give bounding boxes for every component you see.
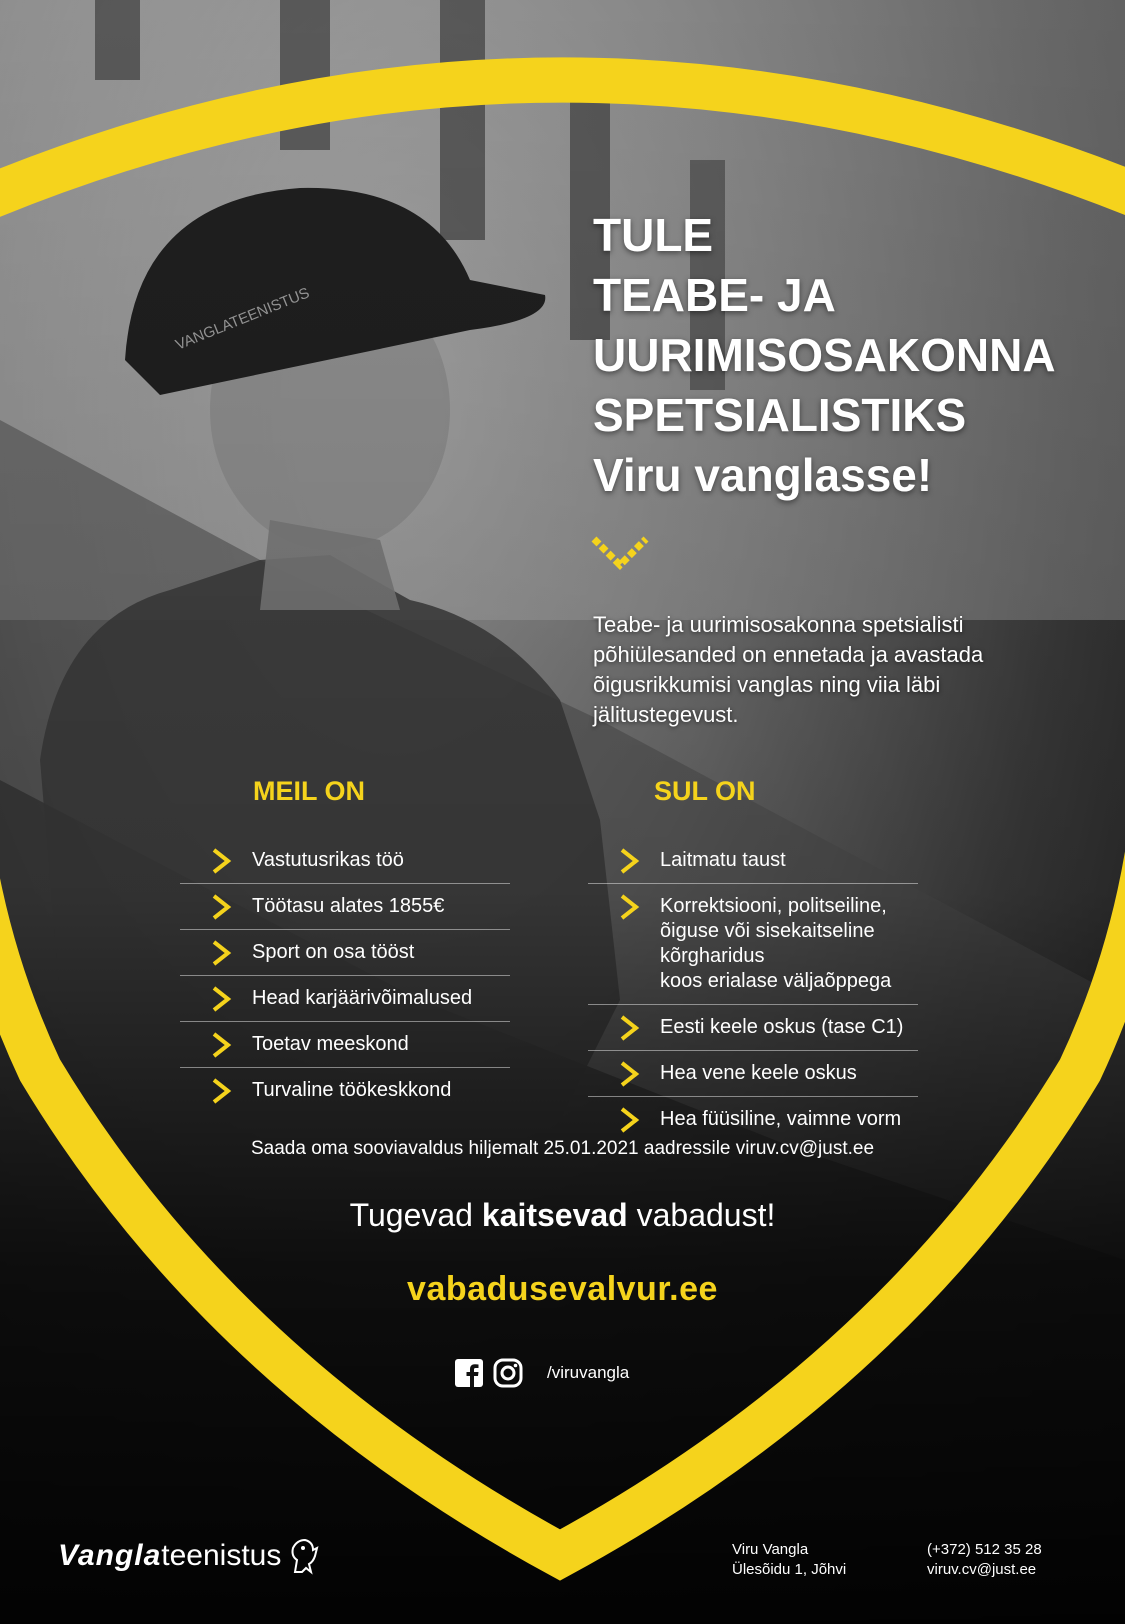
list-item: [588, 884, 918, 1005]
list-item-label: Hea vene keele oskus: [660, 1062, 857, 1084]
headline-line-1: TULE: [593, 209, 714, 261]
chevron-right-icon: [618, 1061, 640, 1087]
email[interactable]: viruv.cv@just.ee: [927, 1561, 1037, 1578]
meil-on-title: MEIL ON: [253, 776, 366, 806]
phone[interactable]: (+372) 512 35 28: [927, 1541, 1042, 1558]
list-item-label: koos erialase väljaõppega: [660, 970, 892, 992]
sul-on-title: SUL ON: [654, 776, 756, 806]
headline-line-4: SPETSIALISTIKS: [593, 389, 967, 441]
facebook-icon[interactable]: [455, 1359, 483, 1387]
logo-bold-text: Vangla: [58, 1539, 162, 1572]
footer-address: [732, 1540, 846, 1580]
org-name: Viru Vangla: [732, 1541, 809, 1558]
chevron-right-icon: [210, 1078, 232, 1104]
address: Ülesõidu 1, Jõhvi: [732, 1561, 847, 1578]
headline-line-2: TEABE- JA: [593, 269, 836, 321]
chevron-right-icon: [618, 848, 640, 874]
chevron-right-icon: [210, 894, 232, 920]
vanglateenistus-logo: [58, 1536, 321, 1576]
list-item: [180, 930, 510, 976]
chevron-right-icon: [618, 1015, 640, 1041]
list-item-label: Töötasu alates 1855€: [252, 895, 445, 917]
list-item: [180, 1022, 510, 1068]
social-handle[interactable]: /viruvangla: [547, 1363, 630, 1382]
slogan-part-1: Tugevad: [349, 1197, 482, 1233]
list-item: [180, 976, 510, 1022]
list-item-label: Head karjäärivõimalused: [252, 987, 473, 1009]
headline: [593, 205, 1056, 505]
sul-on-list: [588, 838, 918, 1142]
chevron-right-icon: [210, 1032, 232, 1058]
list-item-label: Turvaline töökeskkond: [252, 1079, 452, 1101]
list-item: [588, 1051, 918, 1097]
list-item-label: Korrektsiooni, politseiline,: [660, 895, 887, 917]
list-item-label: Eesti keele oskus (tase C1): [660, 1016, 904, 1038]
chevron-down-icon: [590, 535, 650, 571]
headline-line-3: UURIMISOSAKONNA: [593, 329, 1056, 381]
list-item: [588, 1097, 918, 1142]
list-item-label: õiguse või sisekaitseline kõrgharidus: [660, 920, 875, 967]
slogan: [0, 1197, 1125, 1234]
list-item: [180, 838, 510, 884]
application-deadline-text: Saada oma sooviavaldus hiljemalt 25.01.2021 aadressile viruv.cv@just.ee: [250, 1138, 875, 1159]
list-item-label: Sport on osa tööst: [252, 941, 415, 963]
list-item: [180, 1068, 510, 1113]
list-item: [588, 1005, 918, 1051]
lion-emblem-icon: [287, 1536, 321, 1576]
list-item-label: Vastutusrikas töö: [252, 849, 404, 871]
slogan-part-2: kaitsevad: [481, 1197, 628, 1233]
headline-line-5: Viru vanglasse!: [593, 449, 933, 501]
footer-contact: [927, 1540, 1042, 1580]
chevron-right-icon: [618, 894, 640, 920]
list-item-label: Hea füüsiline, vaimne vorm: [660, 1108, 902, 1130]
intro-text: Teabe- ja uurimisosakonna spetsialisti põhiülesanded on ennetada ja avastada õigusrikkumisi vanglas ning viia läbi jälitustegevust.: [593, 612, 984, 727]
chevron-right-icon: [210, 848, 232, 874]
instagram-icon[interactable]: [493, 1358, 523, 1388]
chevron-right-icon: [210, 940, 232, 966]
website-link[interactable]: vabadusevalvur.ee: [407, 1270, 718, 1308]
chevron-right-icon: [618, 1107, 640, 1133]
list-item: [588, 838, 918, 884]
chevron-right-icon: [210, 986, 232, 1012]
slogan-part-3: vabadust!: [627, 1197, 776, 1233]
logo-light-text: teenistus: [161, 1539, 282, 1572]
list-item-label: Laitmatu taust: [660, 849, 786, 871]
social-links: [455, 1358, 629, 1388]
meil-on-list: [180, 838, 510, 1113]
list-item-label: Toetav meeskond: [252, 1033, 409, 1055]
list-item: [180, 884, 510, 930]
